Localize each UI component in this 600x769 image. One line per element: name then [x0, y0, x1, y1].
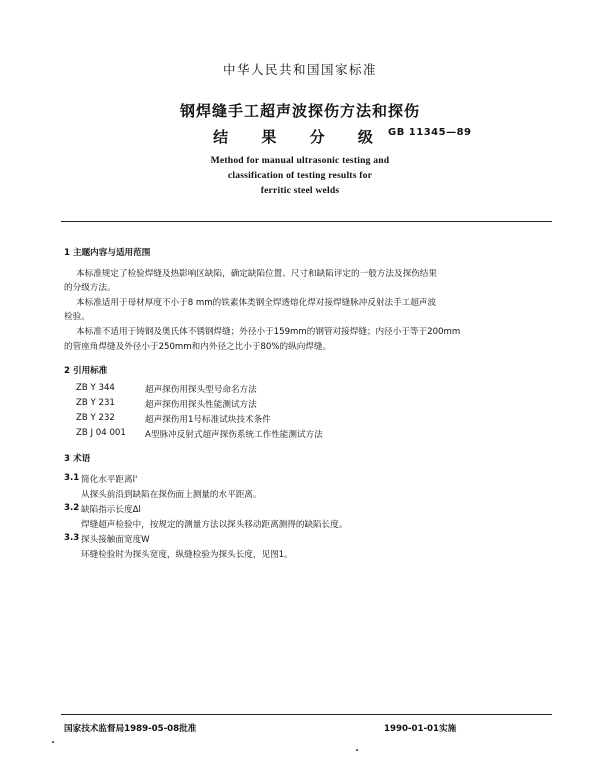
term-number: 3.2	[64, 503, 80, 513]
approval-info: 国家技术监督局1989-05-08批准	[64, 724, 197, 734]
term-number: 3.1	[64, 473, 80, 483]
term-name: 探头接触面宽度W	[81, 535, 150, 545]
scan-speck	[356, 749, 358, 751]
reference-title: 超声探伤用探头型号命名方法	[145, 385, 257, 395]
english-title-line: ferritic steel welds	[260, 185, 340, 196]
document-title-line1: 钢焊缝手工超声波探伤方法和探伤	[179, 102, 420, 120]
reference-title: A型脉冲反射式超声探伤系统工作性能测试方法	[145, 430, 323, 440]
paragraph-line: 的管座角焊缝及外径小于250mm和内外径之比小于80%的纵向焊缝。	[64, 342, 332, 352]
scan-speck	[52, 741, 54, 743]
reference-code: ZB Y 232	[76, 413, 115, 423]
reference-code: ZB J 04 001	[76, 428, 126, 438]
english-title-line: Method for manual ultrasonic testing and	[210, 155, 390, 166]
term-definition: 焊缝超声检验中，按规定的测量方法以探头移动距离测得的缺陷长度。	[81, 520, 348, 530]
footer-divider	[61, 714, 552, 715]
section-1-heading: 1 主题内容与适用范围	[64, 248, 151, 258]
term-name: 简化水平距离l'	[81, 475, 138, 485]
effective-date: 1990-01-01实施	[384, 724, 457, 734]
paragraph-line: 检验。	[64, 312, 90, 322]
standard-number: GB 11345—89	[388, 127, 472, 138]
term-definition: 从探头前沿到缺陷在探伤面上测量的水平距离。	[81, 490, 262, 500]
section-2-heading: 2 引用标准	[64, 366, 108, 376]
paragraph-line: 本标准不适用于铸钢及奥氏体不锈钢焊缝；外径小于159mm的钢管对接焊缝；内径小于等于200mm	[76, 327, 461, 337]
paragraph-line: 本标准规定了检验焊缝及热影响区缺陷，确定缺陷位置、尺寸和缺陷评定的一般方法及探伤结果	[76, 269, 437, 279]
paragraph-line: 本标准适用于母材厚度不小于8 mm的铁素体类钢全焊透熔化焊对接焊缝脉冲反射法手工超声波	[76, 298, 437, 308]
document-title-line2: 结 果 分 级	[213, 128, 387, 146]
title-divider	[61, 221, 552, 222]
term-number: 3.3	[64, 533, 80, 543]
paragraph-line: 的分级方法。	[64, 283, 116, 293]
standard-category-header: 中华人民共和国国家标准	[222, 62, 377, 77]
term-name: 缺陷指示长度Δl	[81, 505, 141, 515]
section-3-heading: 3 术语	[64, 454, 91, 464]
english-title-line: classification of testing results for	[227, 170, 373, 181]
reference-title: 超声探伤用1号标准试块技术条件	[145, 415, 271, 425]
reference-code: ZB Y 231	[76, 398, 115, 408]
reference-code: ZB Y 344	[76, 383, 115, 393]
reference-title: 超声探伤用探头性能测试方法	[145, 400, 257, 410]
term-definition: 环缝检验时为探头宽度，纵缝检验为探头长度，见图1。	[81, 550, 293, 560]
